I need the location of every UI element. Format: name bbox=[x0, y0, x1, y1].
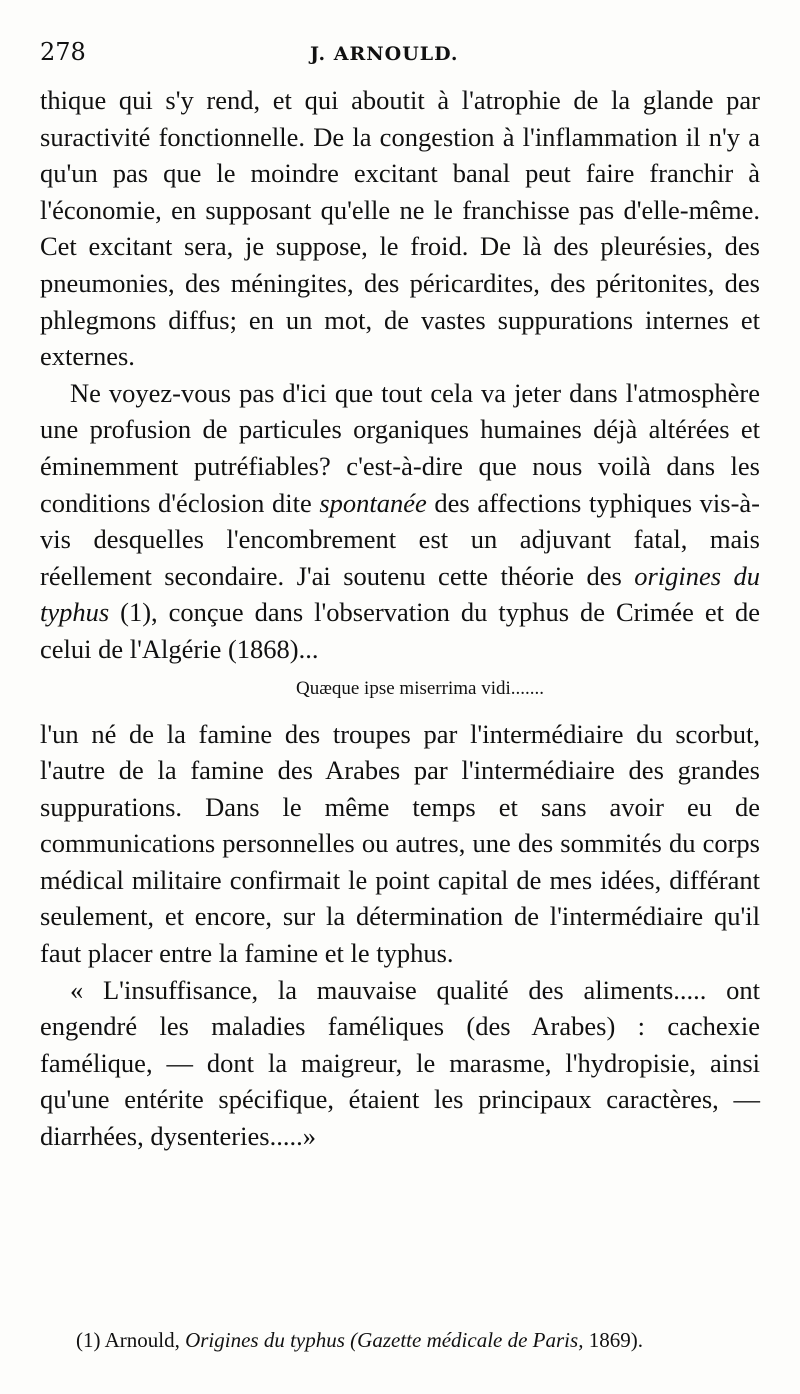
paragraph-1: thique qui s'y rend, et qui aboutit à l'atrophie de la glande par suractivité fonctionnelle. De la congestion à l'inflammation il n'y a qu'un pas que le moindre excitant banal peut faire franchir à l'économie, en supposant qu'elle ne le franchisse pas d'elle-même. Cet excitant sera, je suppose, le froid. De là des pleurésies, des pneumonies, des méningites, des péricardites, des péritonites, des phlegmons diffus; en un mot, de vastes suppurations internes et externes. bbox=[40, 85, 760, 372]
footnote-source: (Gazette médicale de Paris, bbox=[350, 1328, 584, 1352]
page-number: 278 bbox=[40, 38, 86, 66]
italic-spontanee: spontanée bbox=[319, 487, 427, 518]
body-text bbox=[40, 82, 760, 668]
footnote-year: 1869). bbox=[588, 1328, 643, 1352]
footnote bbox=[76, 1328, 643, 1353]
footnote-marker: (1) bbox=[76, 1328, 101, 1352]
paragraph-2-text-c: (1), conçue dans l'observation du typhus de Crimée et de celui de l'Algérie (1868)... bbox=[40, 597, 760, 664]
italic-origines: origines du typhus bbox=[40, 560, 760, 628]
paragraph-2 bbox=[40, 375, 760, 668]
paragraph-3: l'un né de la famine des troupes par l'intermédiaire du scorbut, l'autre de la famine des Arabes par l'intermédiaire des grandes suppurations. Dans le même temps et sans avoir eu de communications personnelles ou autres, une des sommités du corps médical militaire confirmait le point capital de mes idées, différant seulement, et encore, sur la détermination de l'intermédiaire qu'il faut placer entre la famine et le typhus. bbox=[40, 718, 760, 969]
paragraph-2-text-b: des affections typhiques vis-à-vis desquelles l'encombrement est un adjuvant fatal, mais réellement secondaire. J'ai soutenu cette théorie des bbox=[40, 487, 760, 591]
paragraph-2-text-a: Ne voyez-vous pas d'ici que tout cela va jeter dans l'atmosphère une profusion de particules organiques humaines déjà altérées et éminemment putréfiables? c'est-à-dire que nous voilà dans les conditions d'éclosion dite bbox=[40, 377, 760, 518]
footnote-author: Arnould, bbox=[104, 1328, 180, 1352]
latin-quote: Quæque ipse miserrima vidi....... bbox=[295, 677, 545, 699]
body-text-continued bbox=[40, 716, 760, 1155]
page-header bbox=[40, 38, 760, 82]
paragraph-4: « L'insuffisance, la mauvaise qualité des aliments..... ont engendré les maladies faméliques (des Arabes) : cachexie famélique, — dont la maigreur, le marasme, l'hydropisie, ainsi qu'une entérite spécifique, étaient les principaux caractères, — diarrhées, dysenteries.....» bbox=[40, 974, 760, 1152]
footnote-title: Origines du typhus bbox=[185, 1328, 345, 1352]
running-head: J. ARNOULD. bbox=[310, 43, 459, 65]
